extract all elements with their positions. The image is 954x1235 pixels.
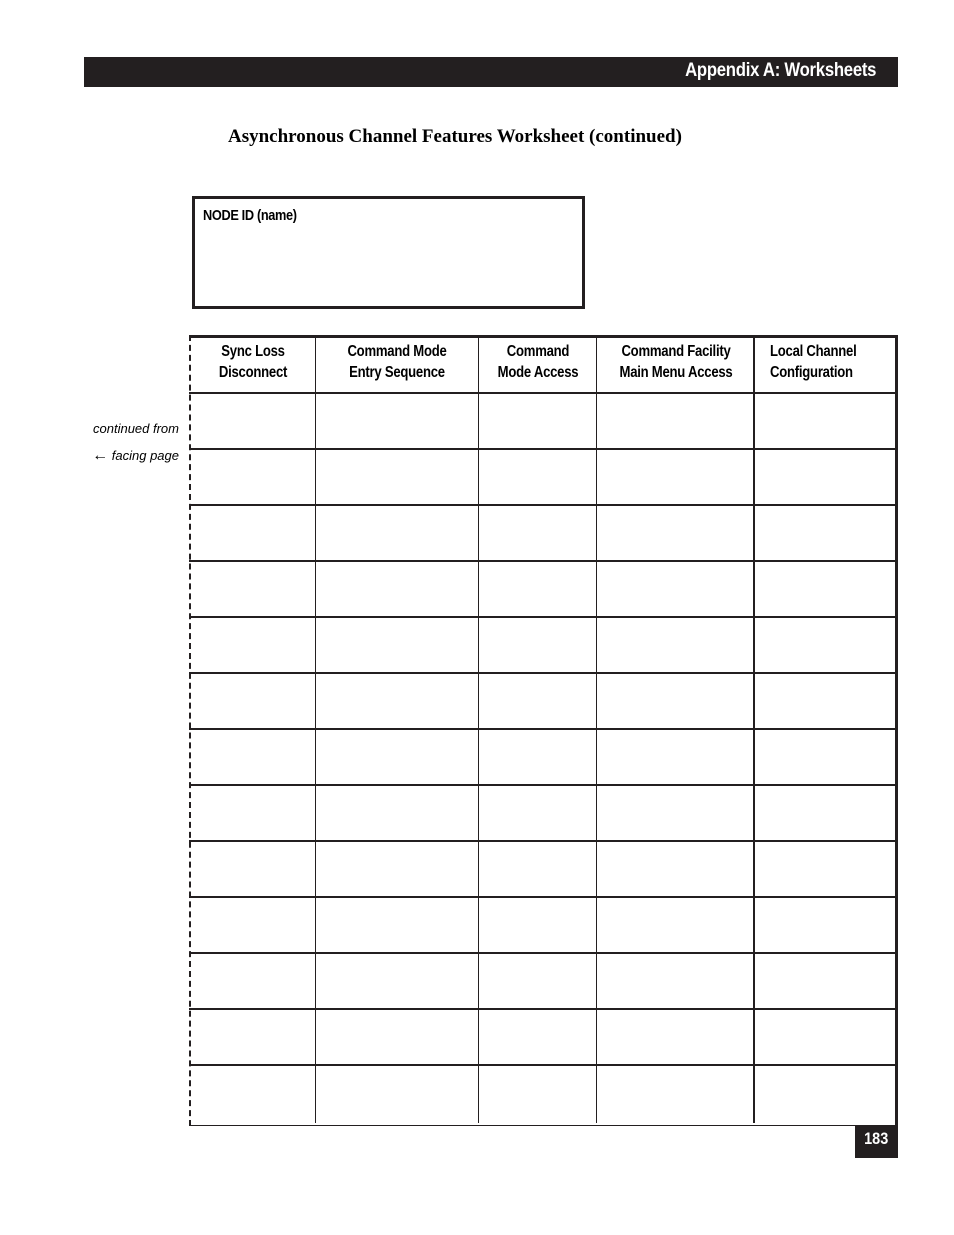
table-cell[interactable] [317,674,476,726]
column-header-command-mode-access [479,341,597,389]
table-cell[interactable] [598,898,751,950]
table-cell[interactable] [480,954,594,1006]
table-cell[interactable] [193,730,313,782]
header-title: Appendix A: Worksheets [684,60,876,81]
table-cell[interactable] [317,450,476,502]
table-cell[interactable] [317,842,476,894]
table-cell[interactable] [193,618,313,670]
column-header-line: Mode Access [497,364,579,381]
page-number [855,1126,898,1158]
table-cell[interactable] [480,1066,594,1118]
table-cell[interactable] [317,506,476,558]
column-header-line: Local Channel [770,343,857,360]
table-cell[interactable] [317,618,476,670]
table-cell[interactable] [598,674,751,726]
table-cell[interactable] [598,450,751,502]
table-cell[interactable] [317,562,476,614]
table-cell[interactable] [317,898,476,950]
table-bottom-border [189,1125,898,1127]
column-header-local-channel [770,341,894,389]
table-cell[interactable] [755,450,893,502]
table-cell[interactable] [755,730,893,782]
table-cell[interactable] [598,954,751,1006]
table-cell[interactable] [317,394,476,446]
table-cell[interactable] [193,562,313,614]
table-cell[interactable] [317,1066,476,1118]
column-header-sync-loss [191,341,315,389]
table-cell[interactable] [193,1010,313,1062]
page-number-text: 183 [864,1129,889,1148]
left-arrow-icon: ← [92,447,109,464]
column-header-line: Disconnect [218,364,288,381]
table-cell[interactable] [480,450,594,502]
table-cell[interactable] [480,730,594,782]
table-cell[interactable] [598,1010,751,1062]
column-header-line: Main Menu Access [619,364,733,381]
node-id-label: NODE ID (name) [203,207,297,224]
table-cell[interactable] [755,898,893,950]
side-note-facing [92,447,179,465]
table-cell[interactable] [755,394,893,446]
table-cell[interactable] [598,394,751,446]
table-cell[interactable] [755,674,893,726]
worksheet-table [189,335,898,1126]
table-cell[interactable] [598,730,751,782]
page-title: Asynchronous Channel Features Worksheet (continued) [228,126,682,147]
table-cell[interactable] [755,954,893,1006]
column-header-line: Entry Sequence [349,364,445,381]
column-header-line: Command Facility [621,343,731,360]
table-cell[interactable] [480,1010,594,1062]
table-cell[interactable] [480,674,594,726]
table-cell[interactable] [193,898,313,950]
side-note-line2: facing page [111,448,179,463]
table-cell[interactable] [480,898,594,950]
table-cell[interactable] [193,842,313,894]
table-cell[interactable] [193,450,313,502]
table-cell[interactable] [598,786,751,838]
table-cell[interactable] [755,1066,893,1118]
table-top-border [189,335,898,338]
table-cell[interactable] [755,506,893,558]
table-cell[interactable] [317,786,476,838]
header-bar [84,57,898,87]
table-cell[interactable] [317,1010,476,1062]
side-note-line1: continued from [93,421,179,436]
table-cell[interactable] [317,730,476,782]
table-cell[interactable] [193,674,313,726]
table-cell[interactable] [755,1010,893,1062]
table-cell[interactable] [598,618,751,670]
table-cell[interactable] [193,394,313,446]
table-cell[interactable] [755,562,893,614]
table-cell[interactable] [598,562,751,614]
column-header-line: Command Mode [347,343,447,360]
table-cell[interactable] [755,618,893,670]
table-cell[interactable] [755,786,893,838]
column-header-line: Sync Loss [221,343,285,360]
table-cell[interactable] [755,842,893,894]
table-cell[interactable] [598,842,751,894]
table-cell[interactable] [317,954,476,1006]
column-header-line: Command [506,343,570,360]
column-header-command-facility [598,341,754,389]
column-header-command-mode-entry [316,341,478,389]
table-cell[interactable] [480,842,594,894]
table-cell[interactable] [480,394,594,446]
table-cell[interactable] [480,506,594,558]
node-id-field[interactable] [192,196,585,309]
table-cell[interactable] [480,786,594,838]
table-cell[interactable] [598,1066,751,1118]
table-cell[interactable] [480,562,594,614]
column-header-line: Configuration [770,364,853,381]
table-cell[interactable] [598,506,751,558]
table-cell[interactable] [193,1066,313,1118]
table-cell[interactable] [193,506,313,558]
table-cell[interactable] [193,954,313,1006]
table-cell[interactable] [193,786,313,838]
side-note-continued [93,421,179,436]
table-cell[interactable] [480,618,594,670]
